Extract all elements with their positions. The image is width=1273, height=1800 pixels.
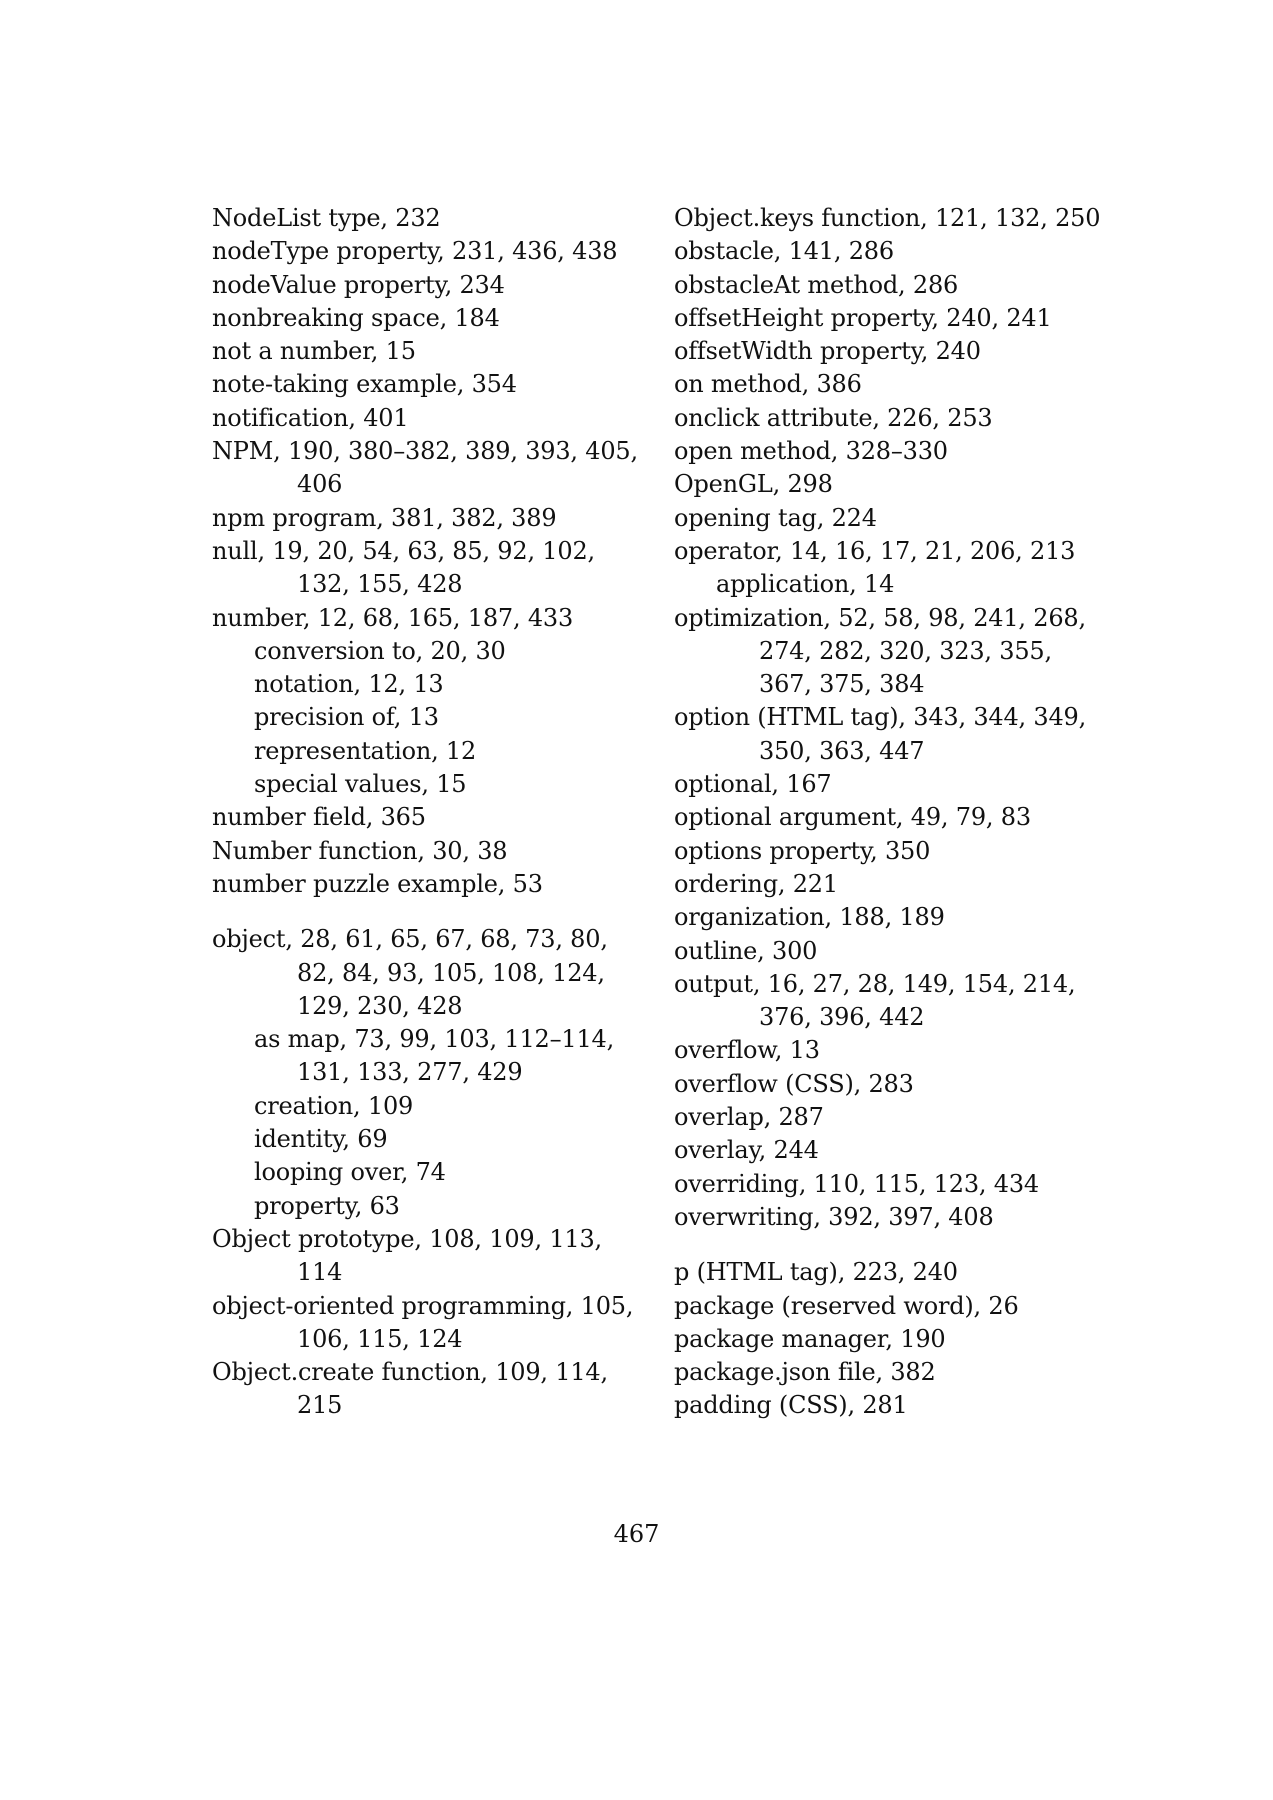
index-entry: nodeType property, 231, 436, 438 [212,237,618,266]
index-subentry: conversion to, 20, 30 [254,636,506,665]
index-entry: NPM, 190, 380–382, 389, 393, 405, [212,437,638,466]
letter-group-gap [212,901,652,923]
index-entry-continuation: 274, 282, 320, 323, 355, [759,636,1052,665]
index-entry: options property, 350 [674,836,931,865]
index-entry: optional argument, 49, 79, 83 [674,803,1031,832]
index-entry: package.json file, 382 [674,1358,936,1387]
index-entry: nonbreaking space, 184 [212,303,500,332]
index-subentry: as map, 73, 99, 103, 112–114, [254,1025,615,1054]
index-subentry: looping over, 74 [254,1158,446,1187]
index-entry-continuation: 367, 375, 384 [759,670,925,699]
index-entry: OpenGL, 298 [674,470,833,499]
index-entry-continuation: 82, 84, 93, 105, 108, 124, [297,958,605,987]
index-subentry: notation, 12, 13 [254,670,444,699]
index-entry: on method, 386 [674,370,862,399]
index-entry: ordering, 221 [674,869,838,898]
index-entry: overflow (CSS), 283 [674,1069,914,1098]
index-subentry: representation, 12 [254,736,477,765]
index-entry: outline, 300 [674,936,818,965]
index-entry: Object prototype, 108, 109, 113, [212,1224,602,1253]
index-entry: padding (CSS), 281 [674,1391,908,1420]
index-subentry: property, 63 [254,1191,400,1220]
index-entry: operator, 14, 16, 17, 21, 206, 213 [674,536,1076,565]
index-column-right [674,202,1114,1423]
index-entry: overflow, 13 [674,1036,820,1065]
index-entry: nodeValue property, 234 [212,270,505,299]
index-entry: object, 28, 61, 65, 67, 68, 73, 80, [212,925,608,954]
index-subentry: precision of, 13 [254,703,439,732]
index-entry: offsetHeight property, 240, 241 [674,303,1052,332]
index-entry: optimization, 52, 58, 98, 241, 268, [674,603,1086,632]
index-entry-continuation: 131, 133, 277, 429 [297,1058,523,1087]
index-entry: Number function, 30, 38 [212,836,508,865]
index-entry: not a number, 15 [212,337,416,366]
index-entry: onclick attribute, 226, 253 [674,403,993,432]
index-entry: optional, 167 [674,770,832,799]
index-entry: obstacleAt method, 286 [674,270,959,299]
index-entry: number puzzle example, 53 [212,869,543,898]
index-entry: number field, 365 [212,803,426,832]
index-entry: output, 16, 27, 28, 149, 154, 214, [674,969,1076,998]
page-number: 467 [613,1520,660,1548]
index-entry: open method, 328–330 [674,437,948,466]
index-entry: package (reserved word), 26 [674,1291,1019,1320]
index-entry: overlay, 244 [674,1136,819,1165]
index-entry: null, 19, 20, 54, 63, 85, 92, 102, [212,536,595,565]
index-entry: NodeList type, 232 [212,204,441,232]
index-entry: option (HTML tag), 343, 344, 349, [674,703,1087,732]
index-entry: package manager, 190 [674,1324,946,1353]
index-subentry: application, 14 [716,570,895,599]
index-entry: number, 12, 68, 165, 187, 433 [212,603,574,632]
index-entry-continuation: 129, 230, 428 [297,991,463,1020]
index-subentry: identity, 69 [254,1125,388,1154]
index-entry: organization, 188, 189 [674,903,945,932]
index-entry: Object.create function, 109, 114, [212,1358,608,1387]
index-entry: offsetWidth property, 240 [674,337,981,366]
index-entry: notification, 401 [212,403,409,432]
index-subentry: creation, 109 [254,1091,414,1120]
index-entry-continuation: 350, 363, 447 [759,736,925,765]
index-entry: p (HTML tag), 223, 240 [674,1258,958,1287]
index-entry-continuation: 376, 396, 442 [759,1003,925,1032]
index-entry: object-oriented programming, 105, [212,1291,634,1320]
index-entry-continuation: 132, 155, 428 [297,570,463,599]
index-entry: npm program, 381, 382, 389 [212,503,557,532]
index-entry: obstacle, 141, 286 [674,237,894,266]
index-entry: Object.keys function, 121, 132, 250 [674,204,1101,232]
index-entry: opening tag, 224 [674,503,877,532]
index-entry: overwriting, 392, 397, 408 [674,1202,994,1231]
index-entry: note-taking example, 354 [212,370,517,399]
letter-group-gap [674,1234,1114,1256]
index-entry-continuation: 406 [297,470,343,499]
index-entry-continuation: 106, 115, 124 [297,1324,463,1353]
index-entry-continuation: 215 [297,1391,343,1420]
index-entry: overlap, 287 [674,1103,824,1132]
index-entry-continuation: 114 [297,1258,343,1287]
index-column-left [212,202,652,1423]
index-entry: overriding, 110, 115, 123, 434 [674,1169,1039,1198]
index-subentry: special values, 15 [254,770,467,799]
